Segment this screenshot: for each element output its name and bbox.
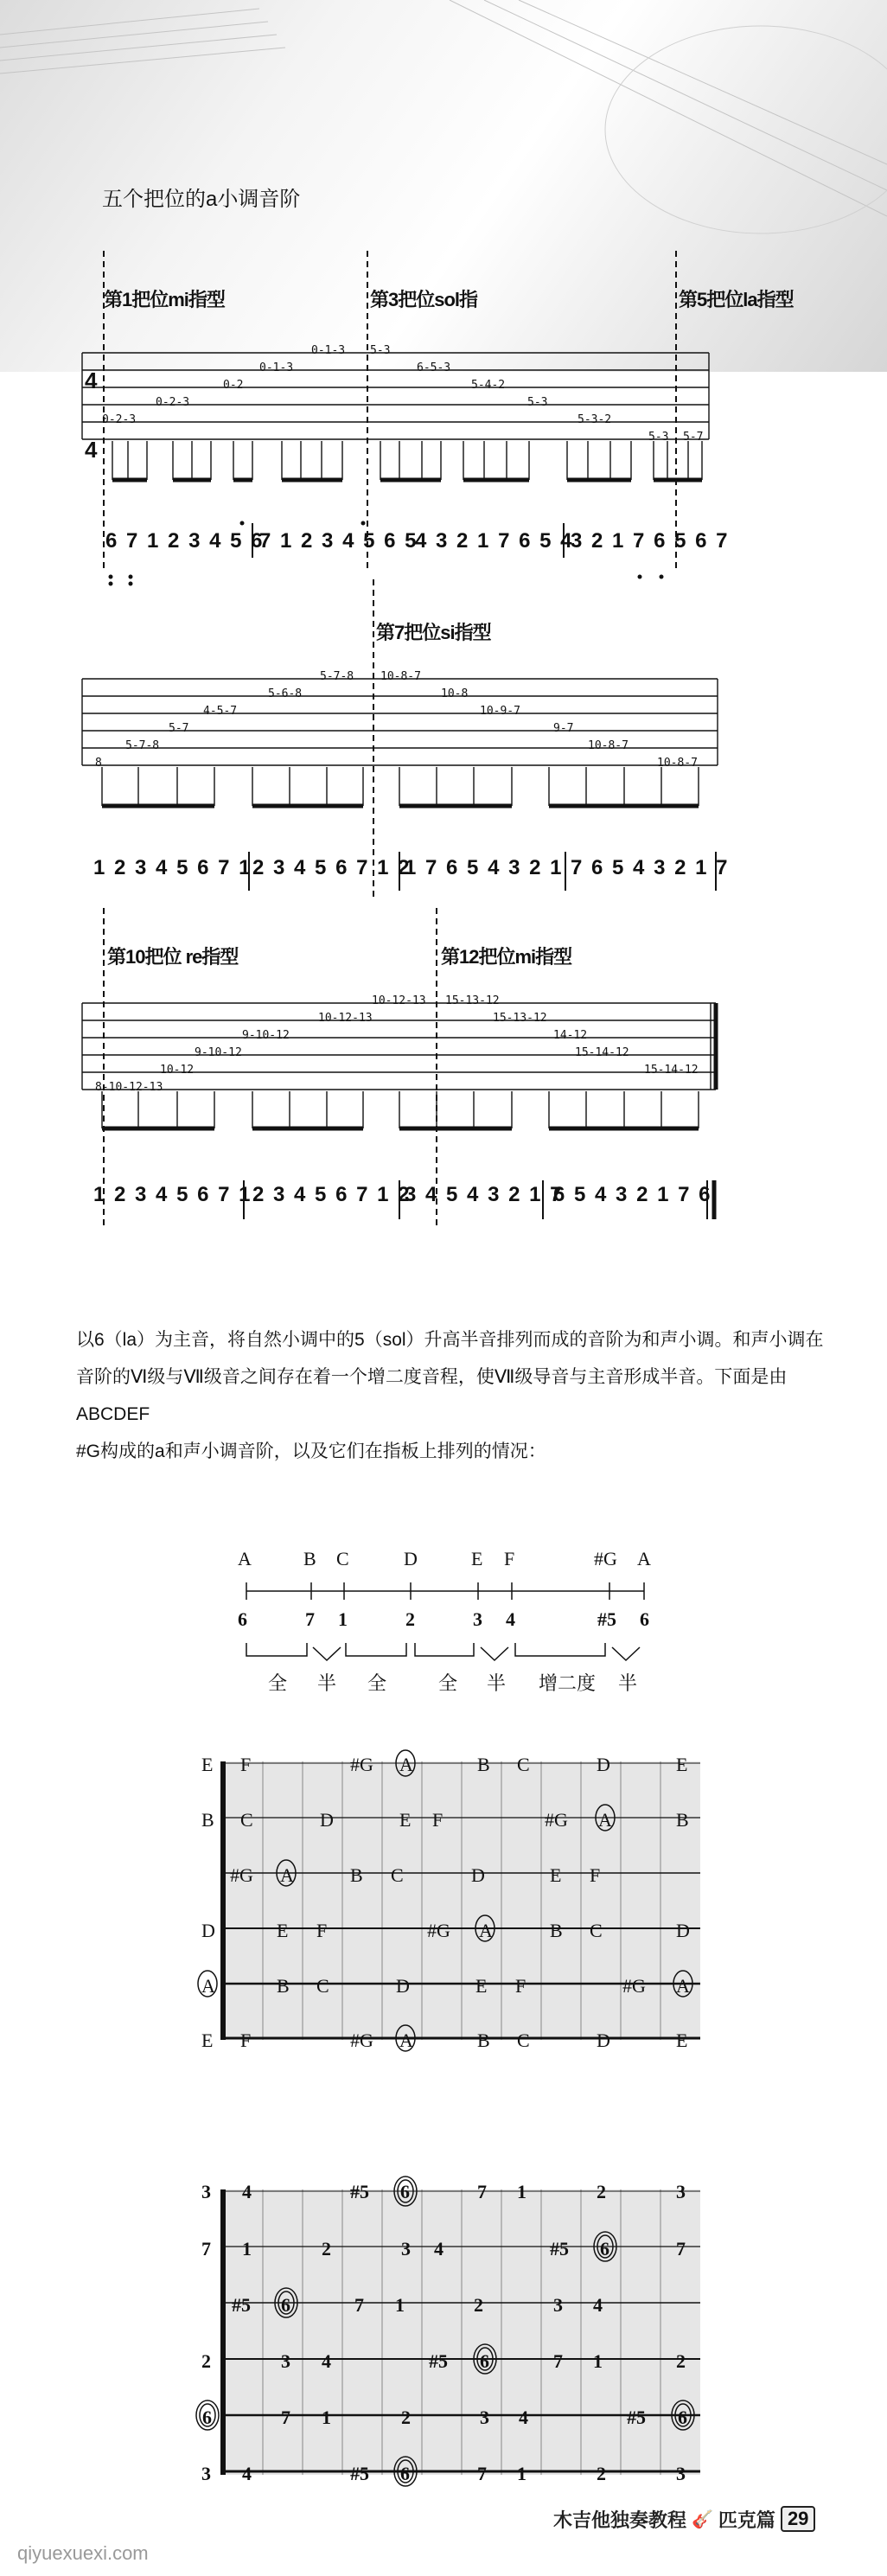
- tab-note: 5-3-2: [578, 413, 612, 426]
- fret-note: D: [396, 1975, 410, 1997]
- fret-number: 2: [676, 2350, 686, 2372]
- tab-note: 10-8-7: [588, 739, 629, 752]
- fret-number: #5: [232, 2294, 251, 2316]
- tab-note: 6-5-3: [417, 361, 451, 374]
- fret-note: E: [676, 2029, 688, 2051]
- fret-number: #5: [350, 2463, 369, 2484]
- scale-letter: F: [504, 1548, 515, 1569]
- tab-note: 15-14-12: [575, 1046, 629, 1059]
- fret-note: F: [240, 1754, 252, 1775]
- fret-number: 6: [678, 2407, 687, 2428]
- fret-number: 1: [395, 2294, 405, 2316]
- fret-number: 1: [517, 2463, 526, 2484]
- fret-number: 2: [322, 2238, 331, 2260]
- scale-letter: C: [336, 1548, 349, 1569]
- fret-note: #G: [350, 1754, 373, 1775]
- interval-label: 全: [268, 1672, 288, 1694]
- tab-note: 5-3: [648, 431, 669, 444]
- scale-number: #5: [597, 1608, 616, 1630]
- fret-number: 1: [517, 2181, 526, 2202]
- fret-number: 6: [400, 2463, 410, 2484]
- scale-letter: B: [303, 1548, 316, 1569]
- paragraph-line: #G构成的a和声小调音阶，以及它们在指板上排列的情况：: [76, 1441, 546, 1461]
- fret-note: D: [201, 1920, 215, 1941]
- fret-note: C: [517, 1754, 530, 1775]
- fret-note: C: [517, 2029, 530, 2051]
- fret-number: 4: [434, 2238, 444, 2260]
- fret-number: #5: [429, 2350, 448, 2372]
- time-signature-bottom: 4: [85, 437, 98, 463]
- tab-note: 5-7: [169, 722, 189, 735]
- tab-note: 0-1-3: [259, 361, 294, 374]
- fret-number: 7: [354, 2294, 364, 2316]
- position-label-5: 第5把位la指型: [679, 289, 794, 310]
- fret-note: A: [201, 1975, 215, 1997]
- jianpu-measure: 4 3 2 1 7 6 5 4: [415, 529, 574, 553]
- fret-number: 2: [201, 2350, 211, 2372]
- tab-note: 8-10-12-13: [95, 1081, 163, 1094]
- tab-note: 8: [95, 757, 102, 770]
- interval-label: 半: [317, 1672, 337, 1694]
- fret-note: A: [399, 1754, 413, 1775]
- jianpu-measure: 1 7 6 5 4 3 2 1: [405, 856, 564, 879]
- fret-note: E: [475, 1975, 488, 1997]
- fret-number: 3: [676, 2181, 686, 2202]
- paragraph-line: 以6（la）为主音，将自然小调中的5（sol）升高半音排列而成的音阶为和声小调。和声小调在: [76, 1330, 824, 1350]
- fret-number: 3: [201, 2463, 211, 2484]
- jianpu-measure: 6 7 1 2 3 4 5 6: [105, 529, 265, 553]
- tab-note: 9-10-12: [195, 1046, 242, 1059]
- fret-note: B: [676, 1809, 689, 1831]
- tab-note: 10-8: [441, 687, 469, 700]
- tab-note: 5-7-8: [320, 670, 354, 683]
- fret-number: 4: [242, 2463, 252, 2484]
- scale-number: 2: [405, 1608, 415, 1630]
- fret-number: 6: [400, 2181, 410, 2202]
- tab-note: 9-7: [553, 722, 574, 735]
- tab-note: 5-7: [683, 431, 704, 444]
- tab-note: 14-12: [553, 1029, 588, 1042]
- tab-note: 15-13-12: [493, 1012, 547, 1025]
- fret-number: 1: [242, 2238, 252, 2260]
- tab-note: 10-12: [160, 1064, 195, 1077]
- fret-number: 6: [202, 2407, 212, 2428]
- fret-number: 2: [401, 2407, 411, 2428]
- fret-note: A: [479, 1920, 493, 1941]
- tab-note: 0-2-3: [156, 396, 190, 409]
- jianpu-measure: 3 4 5 4 3 2 1 7: [405, 1183, 564, 1206]
- jianpu-measure: 2 3 4 5 6 7 1 2: [252, 856, 412, 879]
- scale-letter: A: [637, 1548, 651, 1569]
- fret-note: #G: [622, 1975, 646, 1997]
- interval-label: 半: [487, 1672, 507, 1694]
- fret-number: 6: [480, 2350, 489, 2372]
- fret-number: 3: [401, 2238, 411, 2260]
- fret-note: A: [399, 2029, 413, 2051]
- fret-note: B: [201, 1809, 214, 1831]
- fret-number: 6: [281, 2294, 290, 2316]
- fret-number: 3: [281, 2350, 290, 2372]
- interval-label: 全: [367, 1672, 387, 1694]
- tab-note: 0-2-3: [102, 413, 137, 426]
- paragraph-line: 音阶的Ⅵ级与Ⅶ级音之间存在着一个增二度音程，使Ⅶ级导音与主音形成半音。下面是由ABCDEF: [76, 1367, 788, 1424]
- fret-note: #G: [230, 1864, 253, 1886]
- fret-number: #5: [550, 2238, 569, 2260]
- fret-note: F: [590, 1864, 601, 1886]
- scale-letter: E: [471, 1548, 483, 1569]
- fret-note: #G: [545, 1809, 568, 1831]
- tab-note: 5-6-8: [268, 687, 303, 700]
- footer-book-title: 木吉他独奏教程: [553, 2509, 687, 2531]
- tab-note: 10-9-7: [480, 705, 520, 718]
- scale-number: 1: [338, 1608, 348, 1630]
- fret-number: 4: [322, 2350, 331, 2372]
- tab-note: 9-10-12: [242, 1029, 290, 1042]
- fret-number: 2: [474, 2294, 483, 2316]
- fret-number: 7: [201, 2238, 211, 2260]
- section-title: 五个把位的a小调音阶: [102, 188, 301, 211]
- fret-number: #5: [627, 2407, 646, 2428]
- tab-note: 5-4-2: [471, 379, 506, 392]
- fret-note: A: [598, 1809, 612, 1831]
- guitar-icon: 🎸: [692, 2509, 713, 2529]
- fret-number: 4: [519, 2407, 528, 2428]
- interval-label: 全: [438, 1672, 458, 1694]
- fret-number: 3: [553, 2294, 563, 2316]
- fret-note: A: [280, 1864, 294, 1886]
- fret-number: 3: [201, 2181, 211, 2202]
- fret-note: E: [399, 1809, 412, 1831]
- fret-note: A: [676, 1975, 690, 1997]
- tab-note: 5-3: [370, 344, 391, 357]
- fret-number: 7: [281, 2407, 290, 2428]
- fret-note: F: [515, 1975, 526, 1997]
- fret-note: C: [590, 1920, 603, 1941]
- tab-note: 0-1-3: [311, 344, 346, 357]
- fret-note: D: [471, 1864, 485, 1886]
- position-label-1: 第1把位mi指型: [104, 289, 225, 310]
- fret-note: B: [477, 1754, 490, 1775]
- position-label-10: 第10把位 re指型: [107, 946, 239, 968]
- tab-note: 10-8-7: [657, 757, 698, 770]
- fret-note: B: [477, 2029, 490, 2051]
- position-label-7: 第7把位si指型: [376, 622, 491, 643]
- fret-note: D: [597, 1754, 610, 1775]
- jianpu-measure: 1 2 3 4 5 6 7 1: [93, 856, 252, 879]
- watermark: qiyuexuexi.com: [17, 2542, 149, 2564]
- fret-note: D: [320, 1809, 334, 1831]
- fret-note: E: [550, 1864, 562, 1886]
- fret-number: 7: [676, 2238, 686, 2260]
- jianpu-measure: 7 6 5 4 3 2 1 7: [571, 856, 730, 879]
- jianpu-measure: 6 5 4 3 2 1 7 6: [553, 1183, 712, 1206]
- scale-number: 6: [238, 1608, 247, 1630]
- time-signature-top: 4: [85, 368, 98, 393]
- tab-note: 10-8-7: [380, 670, 421, 683]
- fret-number: #5: [350, 2181, 369, 2202]
- page-number: 29: [781, 2506, 815, 2532]
- scale-number: 4: [506, 1608, 515, 1630]
- footer-subtitle: 匹克篇: [718, 2509, 775, 2531]
- scale-letter: #G: [594, 1548, 617, 1569]
- tab-note: 5-7-8: [125, 739, 160, 752]
- fret-number: 1: [593, 2350, 603, 2372]
- position-label-12: 第12把位mi指型: [441, 946, 572, 968]
- fret-number: 3: [676, 2463, 686, 2484]
- fret-note: E: [277, 1920, 289, 1941]
- fret-note: B: [350, 1864, 363, 1886]
- fret-number: 1: [322, 2407, 331, 2428]
- fret-number: 4: [242, 2181, 252, 2202]
- fret-note: F: [316, 1920, 328, 1941]
- scale-letter: A: [238, 1548, 252, 1569]
- tab-note: 10-12-13: [318, 1012, 373, 1025]
- fret-note: B: [550, 1920, 563, 1941]
- fret-note: B: [277, 1975, 290, 1997]
- tab-note: 5-3: [527, 396, 548, 409]
- fret-note: E: [201, 1754, 214, 1775]
- tab-note: 15-13-12: [445, 994, 500, 1007]
- fret-number: 3: [480, 2407, 489, 2428]
- scale-number: 3: [473, 1608, 482, 1630]
- fret-number: 4: [593, 2294, 603, 2316]
- fret-note: E: [201, 2029, 214, 2051]
- fret-note: F: [432, 1809, 444, 1831]
- tab-note: 15-14-12: [644, 1064, 699, 1077]
- interval-label: 增二度: [539, 1672, 597, 1694]
- tab-note: 4-5-7: [203, 705, 238, 718]
- fret-note: D: [676, 1920, 690, 1941]
- tab-note: 10-12-13: [372, 994, 426, 1007]
- fret-number: 7: [553, 2350, 563, 2372]
- fret-note: C: [240, 1809, 253, 1831]
- fret-note: D: [597, 2029, 610, 2051]
- fret-note: #G: [427, 1920, 450, 1941]
- fret-number: 2: [597, 2181, 606, 2202]
- scale-letter: D: [404, 1548, 418, 1569]
- page-footer: [553, 2503, 815, 2534]
- scale-number: 6: [640, 1608, 649, 1630]
- jianpu-measure: 7 1 2 3 4 5 6 5: [259, 529, 418, 553]
- fret-note: F: [240, 2029, 252, 2051]
- scale-number: 7: [305, 1608, 315, 1630]
- fret-number: 6: [600, 2238, 609, 2260]
- jianpu-measure: 2 3 4 5 6 7 1 2: [252, 1183, 412, 1206]
- fret-note: E: [676, 1754, 688, 1775]
- fret-note: C: [391, 1864, 404, 1886]
- fret-note: C: [316, 1975, 329, 1997]
- jianpu-measure: 1 2 3 4 5 6 7 1: [93, 1183, 252, 1206]
- fret-number: 7: [477, 2463, 487, 2484]
- fret-number: 7: [477, 2181, 487, 2202]
- position-label-3: 第3把位sol指: [370, 289, 478, 310]
- jianpu-measure: 3 2 1 7 6 5 6 7: [571, 529, 730, 553]
- tab-note: 0-2: [223, 379, 244, 392]
- fret-note: #G: [350, 2029, 373, 2051]
- interval-label: 半: [618, 1672, 638, 1694]
- fret-number: 2: [597, 2463, 606, 2484]
